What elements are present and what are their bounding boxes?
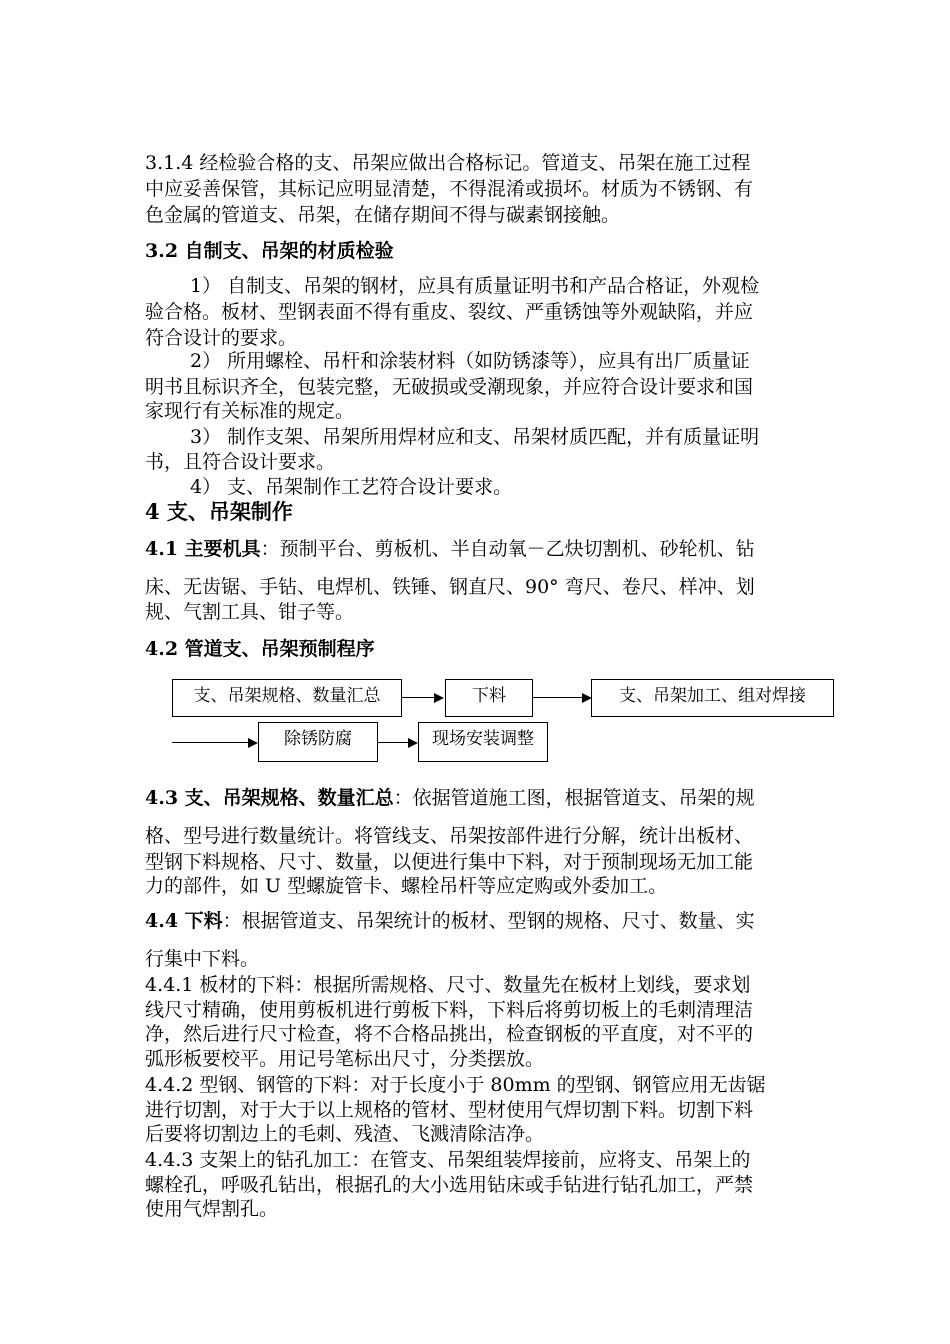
paragraph-4-4-3-line-2: 螺栓孔，呼吸孔钻出，根据孔的大小选用钻床或手钻进行钻孔加工，严禁 — [145, 1174, 754, 1196]
paragraph-4-4-label: 4.4 下料 — [145, 910, 223, 932]
item-1-line-3: 符合设计的要求。 — [145, 327, 298, 349]
item-3-line-2: 书，且符合设计要求。 — [145, 451, 336, 473]
paragraph-4-4-3-line-1: 4.4.3 支架上的钻孔加工：在管支、吊架组装焊接前，应将支、吊架上的 — [145, 1149, 751, 1171]
paragraph-4-4-2-line-2: 进行切割，对于大于以上规格的管材、型材使用气焊切割下料。切割下料 — [145, 1099, 754, 1121]
paragraph-4-1-text: ：预制平台、剪板机、半自动氧－乙炔切割机、砂轮机、钻 — [260, 538, 755, 560]
paragraph-4-4-3-line-3: 使用气焊割孔。 — [145, 1198, 279, 1220]
item-4: 4） 支、吊架制作工艺符合设计要求。 — [190, 476, 513, 498]
flow-arrow-2 — [533, 697, 583, 698]
flow-arrowhead-1 — [434, 693, 444, 703]
item-3-line-1: 3） 制作支架、吊架所用焊材应和支、吊架材质匹配，并有质量证明 — [190, 426, 760, 448]
heading-3-2: 3.2 自制支、吊架的材质检验 — [145, 240, 394, 262]
flow-arrowhead-3 — [248, 738, 258, 748]
paragraph-4-4-line-2: 行集中下料。 — [145, 948, 260, 970]
paragraph-4-3-line-4: 力的部件，如 U 型螺旋管卡、螺栓吊杆等应定购或外委加工。 — [145, 875, 668, 897]
heading-4: 4 支、吊架制作 — [145, 499, 293, 524]
paragraph-4-3-line-1 — [145, 785, 865, 811]
item-2-line-2: 明书且标识齐全，包装完整，无破损或受潮现象，并应符合设计要求和国 — [145, 376, 754, 398]
paragraph-4-4-1-line-4: 弧形板要校平。用记号笔标出尺寸，分类摆放。 — [145, 1048, 545, 1070]
flow-box-fabrication: 支、吊架加工、组对焊接 — [591, 679, 834, 717]
paragraph-4-3-label: 4.3 支、吊架规格、数量汇总 — [145, 787, 394, 809]
paragraph-4-4-1-line-1: 4.4.1 板材的下料：根据所需规格、尺寸、数量先在板材上划线，要求划 — [145, 974, 751, 996]
flow-box-cutting: 下料 — [445, 679, 533, 717]
paragraph-4-3-line-2: 格、型号进行数量统计。将管线支、吊架按部件进行分解，统计出板材、 — [145, 825, 754, 847]
paragraph-4-4-2-line-3: 后要将切割边上的毛刺、残渣、飞溅清除洁净。 — [145, 1123, 545, 1145]
flow-box-summary: 支、吊架规格、数量汇总 — [172, 679, 402, 717]
paragraph-3-1-4-line-2: 中应妥善保管，其标记应明显清楚，不得混淆或损坏。材质为不锈钢、有 — [145, 178, 754, 200]
item-1-line-2: 验合格。板材、型钢表面不得有重皮、裂纹、严重锈蚀等外观缺陷，并应 — [145, 301, 754, 323]
paragraph-4-4-line-1 — [145, 908, 865, 934]
paragraph-4-4-2-line-1: 4.4.2 型钢、钢管的下料：对于长度小于 80mm 的型钢、钢管应用无齿锯 — [145, 1074, 766, 1096]
heading-4-2: 4.2 管道支、吊架预制程序 — [145, 638, 375, 660]
paragraph-3-1-4-line-1: 3.1.4 经检验合格的支、吊架应做出合格标记。管道支、吊架在施工过程 — [145, 152, 751, 174]
flow-arrow-3 — [172, 742, 250, 743]
paragraph-4-1-line-3: 规、气割工具、钳子等。 — [145, 601, 355, 623]
paragraph-4-1-line-2: 床、无齿锯、手钻、电焊机、铁锤、钢直尺、90° 弯尺、卷尺、样冲、划 — [145, 576, 755, 598]
item-1-line-1: 1） 自制支、吊架的钢材，应具有质量证明书和产品合格证，外观检 — [190, 275, 760, 297]
paragraph-3-1-4-line-3: 色金属的管道支、吊架，在储存期间不得与碳素钢接触。 — [145, 204, 621, 226]
paragraph-4-1-line-1 — [145, 536, 865, 562]
item-2-line-3: 家现行有关标准的规定。 — [145, 400, 355, 422]
paragraph-4-4-text: ：根据管道支、吊架统计的板材、型钢的规格、尺寸、数量、实 — [222, 910, 755, 932]
flow-arrowhead-4 — [408, 738, 418, 748]
paragraph-4-4-1-line-2: 线尺寸精确，使用剪板机进行剪板下料，下料后将剪切板上的毛刺清理洁 — [145, 999, 754, 1021]
item-2-line-1: 2） 所用螺栓、吊杆和涂装材料（如防锈漆等），应具有出厂质量证 — [190, 350, 750, 372]
paragraph-4-3-text: ：依据管道施工图，根据管道支、吊架的规 — [393, 787, 755, 809]
flow-arrow-4 — [378, 742, 409, 743]
paragraph-4-3-line-3: 型钢下料规格、尺寸、数量，以便进行集中下料，对于预制现场无加工能 — [145, 851, 754, 873]
flow-arrow-1 — [402, 697, 436, 698]
flow-box-anticorrosion: 除锈防腐 — [258, 722, 378, 762]
paragraph-4-4-1-line-3: 净，然后进行尺寸检查，将不合格品挑出，检查钢板的平直度，对不平的 — [145, 1023, 754, 1045]
flow-box-installation: 现场安装调整 — [418, 722, 548, 762]
paragraph-4-1-label: 4.1 主要机具 — [145, 538, 261, 560]
